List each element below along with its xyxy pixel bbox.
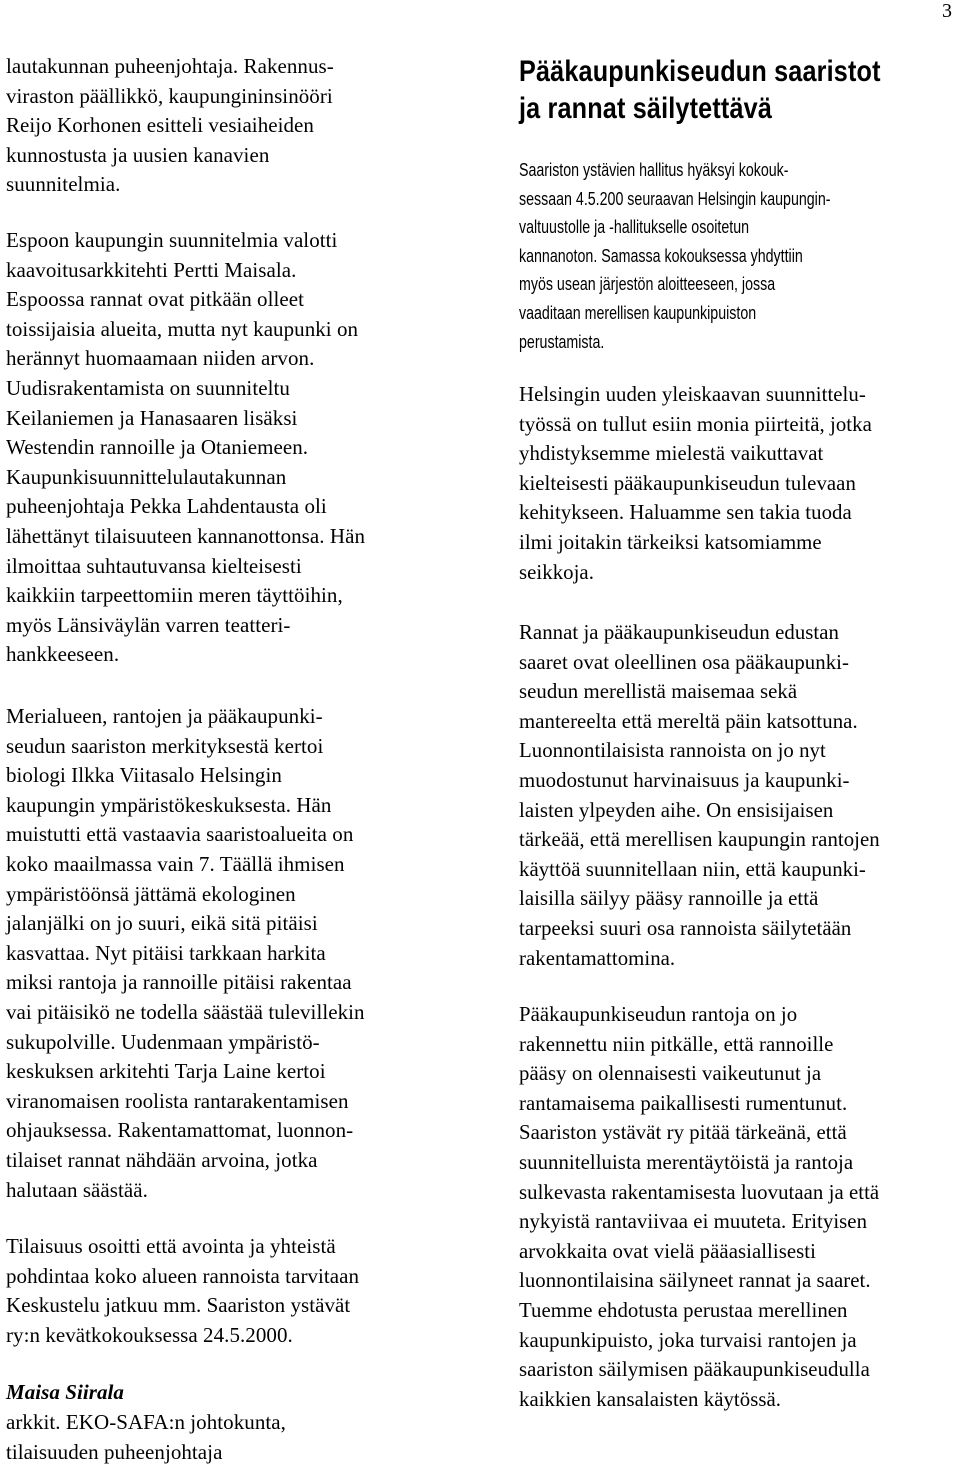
body-text-line: Kaupunkisuunnittelulautakunnan bbox=[6, 464, 287, 489]
body-text-line: seikkoja. bbox=[519, 560, 594, 584]
body-text-line: ilmoittaa suhtautuvansa kielteisesti bbox=[6, 553, 302, 578]
body-text-line: laisten ylpeyden aihe. On ensisijaisen bbox=[519, 798, 834, 822]
body-text-line: viraston päällikkö, kaupungininsinööri bbox=[6, 83, 333, 108]
body-text-line: kasvattaa. Nyt pitäisi tarkkaan harkita bbox=[6, 940, 326, 965]
body-text-line: jalanjälki on jo suuri, eikä sitä pitäisi bbox=[6, 911, 318, 936]
body-text-line: miksi rantoja ja rannoille pitäisi rakentaa bbox=[6, 970, 352, 995]
body-text-line: Espoon kaupungin suunnitelmia valotti bbox=[6, 228, 338, 252]
intro-line: vaaditaan merellisen kaupunkipuiston bbox=[519, 303, 757, 323]
body-text-line: halutaan säästää. bbox=[6, 1177, 148, 1202]
body-text-line: Reijo Korhonen esitteli vesiaiheiden bbox=[6, 113, 314, 138]
body-text-line: Merialueen, rantojen ja pääkaupunki- bbox=[6, 704, 323, 728]
body-text-line: rakentamattomina. bbox=[519, 946, 676, 970]
body-text-line: ohjauksessa. Rakentamattomat, luonnon- bbox=[6, 1118, 354, 1143]
body-text-line: pääsy on olennaisesti vaikeutunut ja bbox=[519, 1062, 822, 1086]
body-text-line: Keskustelu jatkuu mm. Saariston ystävät bbox=[6, 1293, 351, 1318]
body-text-line: Tuemme ehdotusta perustaa merellinen bbox=[519, 1299, 848, 1322]
intro-line: perustamista. bbox=[519, 331, 605, 352]
body-text-line: Keilaniemen ja Hanasaaren lisäksi bbox=[6, 405, 298, 430]
article-heading: ja rannat säilytettävä bbox=[519, 92, 773, 125]
body-text-line: seudun merellistä maisemaa sekä bbox=[519, 680, 798, 704]
body-text-line: arvokkaita ovat vielä pääasiallisesti bbox=[519, 1239, 816, 1263]
body-text-line: kaikkiin tarpeettomiin meren täyttöihin, bbox=[6, 583, 343, 608]
body-text-line: kunnostusta ja uusien kanavien bbox=[6, 142, 270, 167]
body-text-line: Espoossa rannat ovat pitkään olleet bbox=[6, 287, 304, 312]
body-text-line: sulkevasta rakentamisesta luovutaan ja että bbox=[519, 1180, 880, 1204]
body-text-line: luonnontilaisina säilyneet rannat ja saaret. bbox=[519, 1269, 871, 1293]
body-text-line: Westendin rannoille ja Otaniemeen. bbox=[6, 435, 309, 460]
intro-line: kannanoton. Samassa kokouksessa yhdyttiin bbox=[519, 245, 803, 266]
intro-line: sessaan 4.5.200 seuraavan Helsingin kaupungin- bbox=[519, 188, 831, 209]
body-text-line: ympäristöönsä jättämä ekologinen bbox=[6, 881, 296, 906]
body-text-line: puheenjohtaja Pekka Lahdentausta oli bbox=[6, 494, 327, 519]
body-text-line: ilmi joitakin tärkeiksi katsomiamme bbox=[519, 531, 822, 554]
body-text-line: Helsingin uuden yleiskaavan suunnittelu- bbox=[519, 383, 866, 406]
body-text-line: kaupunkipuisto, joka turvaisi rantojen ja bbox=[519, 1328, 857, 1352]
body-text-line: hankkeeseen. bbox=[6, 642, 120, 667]
body-text-line: yhdistyksemme mielestä vaikuttavat bbox=[519, 442, 824, 466]
body-text-line: sukupolville. Uudenmaan ympäristö- bbox=[6, 1029, 320, 1054]
body-text-line: laisilla säilyy pääsy rannoille ja että bbox=[519, 887, 819, 911]
body-text-line: kaupungin ympäristökeskuksesta. Hän bbox=[6, 792, 332, 817]
body-text-line: Luonnontilaisista rannoista on jo nyt bbox=[519, 739, 826, 763]
body-text-line: myös Länsiväylän varren teatteri- bbox=[6, 612, 291, 637]
signature-line: arkkit. EKO-SAFA:n johtokunta, bbox=[6, 1410, 286, 1434]
body-text-line: Rannat ja pääkaupunkiseudun edustan bbox=[519, 621, 839, 644]
body-text-line: kehitykseen. Haluamme sen takia tuoda bbox=[519, 501, 852, 525]
body-text-line: nykyistä rantaviivaa ei muuteta. Erityisen bbox=[519, 1210, 868, 1234]
body-text-line: suunnitelluista merentäytöistä ja rantoja bbox=[519, 1151, 854, 1174]
body-text-line: lähettänyt tilaisuuteen kannanottonsa. Hän bbox=[6, 524, 365, 548]
body-text-line: keskuksen arkitehti Tarja Laine kertoi bbox=[6, 1059, 326, 1084]
body-text-line: viranomaisen roolista rantarakentamisen bbox=[6, 1088, 349, 1113]
body-text-line: rakennettu niin pitkälle, että rannoille bbox=[519, 1032, 834, 1056]
body-text-line: kielteisesti pääkaupunkiseudun tulevaan bbox=[519, 471, 856, 495]
body-text-line: saariston säilymisen pääkaupunkiseudulla bbox=[519, 1358, 870, 1382]
body-text-line: muistutti että vastaavia saaristoalueita on bbox=[6, 822, 354, 847]
body-text-line: ry:n kevätkokouksessa 24.5.2000. bbox=[6, 1322, 293, 1347]
body-text-line: työssä on tullut esiin monia piirteitä, jotka bbox=[519, 412, 872, 436]
body-text-line: Tilaisuus osoitti että avointa ja yhteistä bbox=[6, 1234, 336, 1258]
page-number: 3 bbox=[942, 0, 952, 22]
body-text-line: käyttöä suunnitellaan niin, että kaupunki- bbox=[519, 857, 866, 881]
body-text-line: kaavoitusarkkitehti Pertti Maisala. bbox=[6, 257, 297, 282]
intro-line: myös usean järjestön aloitteeseen, jossa bbox=[519, 274, 776, 295]
signature-name: Maisa Siirala bbox=[6, 1380, 124, 1404]
body-text-line: tarpeeksi suuri osa rannoista säilytetään bbox=[519, 917, 852, 940]
intro-line: valtuustolle ja -hallitukselle osoitetun bbox=[519, 217, 750, 238]
body-text-line: kaikkien kansalaisten käytössä. bbox=[519, 1387, 782, 1411]
body-text-line: Uudisrakentamista on suunniteltu bbox=[6, 376, 290, 400]
body-text-line: biologi Ilkka Viitasalo Helsingin bbox=[6, 763, 282, 788]
body-text-line: tilaiset rannat nähdään arvoina, jotka bbox=[6, 1148, 318, 1172]
body-text-line: toissijaisia alueita, mutta nyt kaupunki on bbox=[6, 316, 359, 341]
body-text-line: suunnitelmia. bbox=[6, 172, 121, 197]
intro-line: Saariston ystävien hallitus hyäksyi kokouk- bbox=[519, 160, 789, 180]
body-text-line: muodostunut harvinaisuus ja kaupunki- bbox=[519, 769, 850, 792]
body-text-line: Pääkaupunkiseudun rantoja on jo bbox=[519, 1003, 798, 1026]
body-text-line: lautakunnan puheenjohtaja. Rakennus- bbox=[6, 54, 334, 78]
body-text-line: rantamaisema paikallisesti rumentunut. bbox=[519, 1091, 848, 1115]
article-heading: Pääkaupunkiseudun saaristot bbox=[519, 55, 881, 88]
body-text-line: mantereelta että mereltä päin katsottuna. bbox=[519, 709, 858, 733]
body-text-line: vai pitäisikö ne todella säästää tulevillekin bbox=[6, 1000, 365, 1024]
signature-line: tilaisuuden puheenjohtaja bbox=[6, 1439, 223, 1464]
body-text-line: Saariston ystävät ry pitää tärkeänä, että bbox=[519, 1121, 847, 1145]
body-text-line: tärkeää, että merellisen kaupungin rantojen bbox=[519, 828, 880, 852]
body-text-line: herännyt huomaamaan niiden arvon. bbox=[6, 346, 315, 371]
body-text-line: pohdintaa koko alueen rannoista tarvitaan bbox=[6, 1263, 360, 1288]
body-text-line: seudun saariston merkityksestä kertoi bbox=[6, 733, 324, 758]
body-text-line: koko maailmassa vain 7. Täällä ihmisen bbox=[6, 852, 345, 876]
body-text-line: saaret ovat oleellinen osa pääkaupunki- bbox=[519, 650, 849, 674]
